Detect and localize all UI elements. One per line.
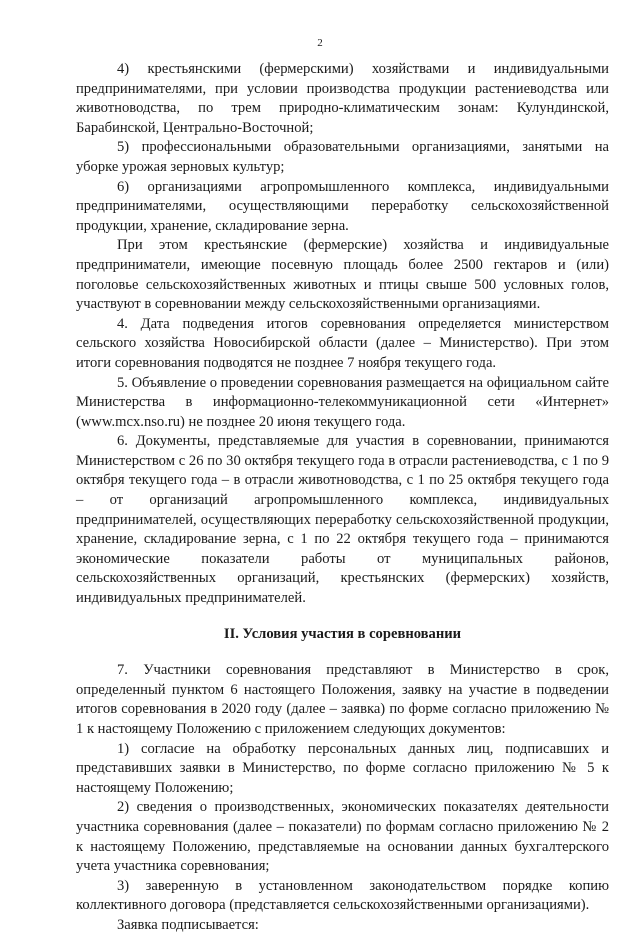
paragraph-subitem-2: 2) сведения о производственных, экономических показателях деятельности участника соревнования (далее – показатели) по формам согласно приложению № 2 к настоящему Положению, представляемые на основании данных бухгалтерского учета участника соревнования;: [76, 799, 609, 875]
paragraph-item-4: 4) крестьянскими (фермерскими) хозяйствами и индивидуальными предпринимателями, при условии производства продукции растениеводства или животноводства, по трем природно-климатическим зонам: Кулундинской, Барабинской, Центрально-Восточной;: [76, 61, 609, 136]
paragraph-clause-7: 7. Участники соревнования представляют в Министерство в срок, определенный пунктом 6 настоящего Положения, заявку на участие в подведении итогов соревнования в 2020 году (далее – заявка) по форме согласно приложению № 1 к настоящему Положению с приложением следующих документов:: [76, 662, 609, 737]
paragraph-subitem-3: 3) заверенную в установленном законодательством порядке копию коллективного договора (представляется сельскохозяйственными организациями).: [76, 877, 609, 914]
section-heading: II. Условия участия в соревновании: [223, 625, 462, 642]
paragraph-signature-note: Заявка подписывается:: [117, 916, 259, 933]
page-number: 2: [317, 37, 323, 49]
paragraph-clause-6: 6. Документы, представляемые для участия в соревновании, принимаются Министерством с 26 по 30 октября текущего года в отрасли растениеводства, с 1 по 9 октября текущего года – в отрасли животноводства, с 1 по 25 октября текущего года – от организаций агропромышленного комплекса, индивидуальных предпринимателей, осуществляющих переработку сельскохозяйственной продукции, хранение, складирование зерна, с 1 по 22 октября текущего года – принимаются экономические показатели работы от муниципальных районов, сельскохозяйственных организаций, крестьянских (фермерских) хозяйств, индивидуальных предпринимателей.: [76, 433, 609, 607]
document-body: [76, 60, 609, 936]
paragraph-item-6: 6) организациями агропромышленного комплекса, индивидуальными предпринимателями, осуществляющими переработку сельскохозяйственной продукции, хранение, складирование зерна.: [76, 178, 609, 234]
paragraph-farms-note: При этом крестьянские (фермерские) хозяйства и индивидуальные предприниматели, имеющие посевную площадь более 2500 гектаров и (или) поголовье сельскохозяйственных животных и птицы свыше 500 условных голов, участвуют в соревновании между сельскохозяйственными организациями.: [76, 237, 609, 313]
paragraph-clause-5: 5. Объявление о проведении соревнования размещается на официальном сайте Министерства в информационно-телекоммуникационной сети «Интернет» (www.mcx.nso.ru) не позднее 20 июня текущего года.: [76, 374, 609, 430]
paragraph-item-5: 5) профессиональными образовательными организациями, занятыми на уборке урожая зерновых культур;: [76, 139, 609, 175]
paragraph-subitem-1: 1) согласие на обработку персональных данных лиц, подписавших и представивших заявки в Министерство, по форме согласно приложению № 5 к настоящему Положению;: [76, 740, 609, 796]
paragraph-clause-4: 4. Дата подведения итогов соревнования определяется министерством сельского хозяйства Новосибирской области (далее – Министерство). При этом итоги соревнования подводятся не позднее 7 ноября текущего года.: [76, 315, 609, 371]
